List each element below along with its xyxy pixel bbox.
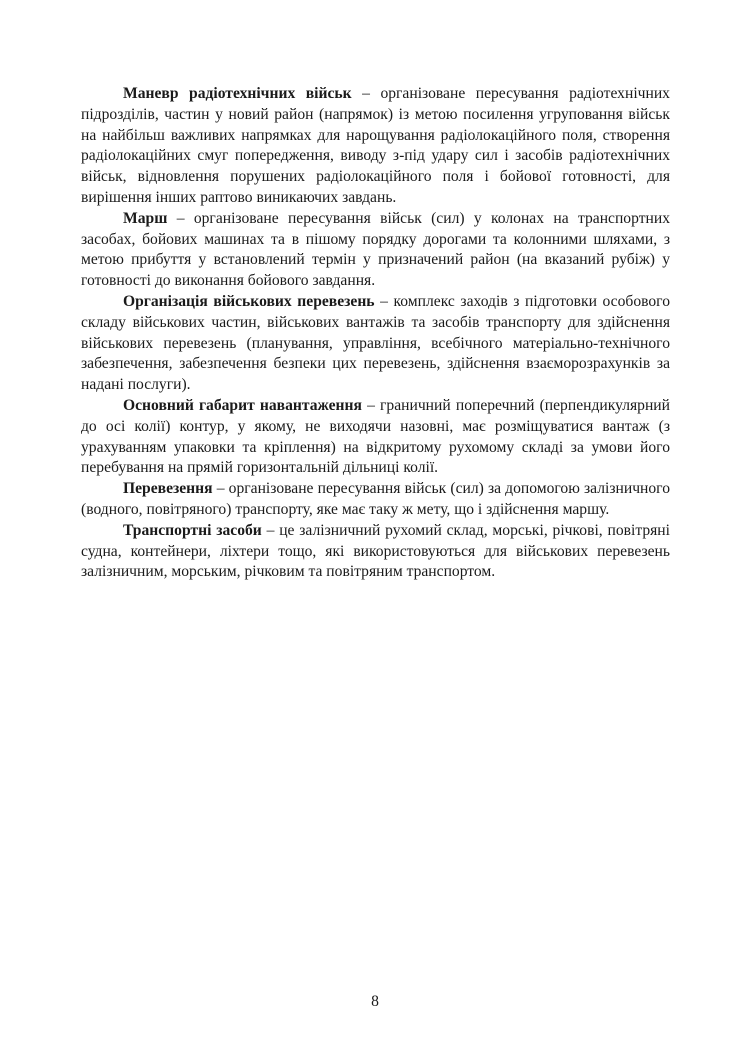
definition-text: – це залізничний рухомий склад, морські, річкові, повітряні судна, контейнери, ліхтери тощо, які використовуються для військових перевезень залізничним, морським, річковим та повітряним транспортом.: [81, 521, 670, 581]
definition-term: Марш: [123, 209, 168, 227]
definition-text: – комплекс заходів з підготовки особового складу військових частин, військових вантажів та засобів транспорту для здійснення військових перевезень (планування, управління, всебічного матеріально-технічного забезпечення, забезпечення безпеки цих перевезень, здійснення взаєморозрахунків за надані послуги).: [81, 292, 670, 394]
document-body: [81, 84, 670, 583]
definition-term: Транспортні засоби: [123, 521, 262, 539]
definition-paragraph: [81, 479, 670, 521]
definition-paragraph: [81, 84, 670, 209]
definition-paragraph: [81, 396, 670, 479]
definition-text: – організоване пересування військ (сил) за допомогою залізничного (водного, повітряного) транспорту, яке має таку ж мету, що і здійснення маршу.: [81, 480, 670, 518]
definition-paragraph: [81, 521, 670, 583]
page-number: 8: [371, 993, 379, 1010]
definition-term: Маневр радіотехнічних військ: [123, 85, 352, 102]
definition-paragraph: [81, 292, 670, 396]
definition-term: Перевезення: [123, 480, 213, 498]
definition-text: – граничний поперечний (перпендикулярний до осі колії) контур, у якому, не виходячи назовні, має розміщуватися вантаж (з урахуванням упаковки та кріплення) на відкритому рухомому складі за умови його перебування на прямій горизонтальній дільниці колії.: [81, 396, 670, 477]
definition-term: Основний габарит навантаження: [123, 396, 362, 414]
definition-term: Організація військових перевезень: [123, 292, 375, 310]
definition-paragraph: [81, 209, 670, 292]
definition-text: – організоване пересування військ (сил) у колонах на транспортних засобах, бойових машинах та в пішому порядку дорогами та колонними шляхами, з метою прибуття у встановлений термін у призначений район (на вказаний рубіж) у готовності до виконання бойового завдання.: [81, 209, 670, 290]
definition-text: – організоване пересування радіотехнічних підрозділів, частин у новий район (напрямок) із метою посилення угруповання військ на найбільш важливих напрямках для нарощування радіолокаційного поля, створення радіолокаційних смуг попередження, виводу з-під удару сил і засобів радіотехнічних військ, відновлення порушених радіолокаційного поля і бойової готовності, для вирішення інших раптово виникаючих завдань.: [81, 85, 670, 206]
